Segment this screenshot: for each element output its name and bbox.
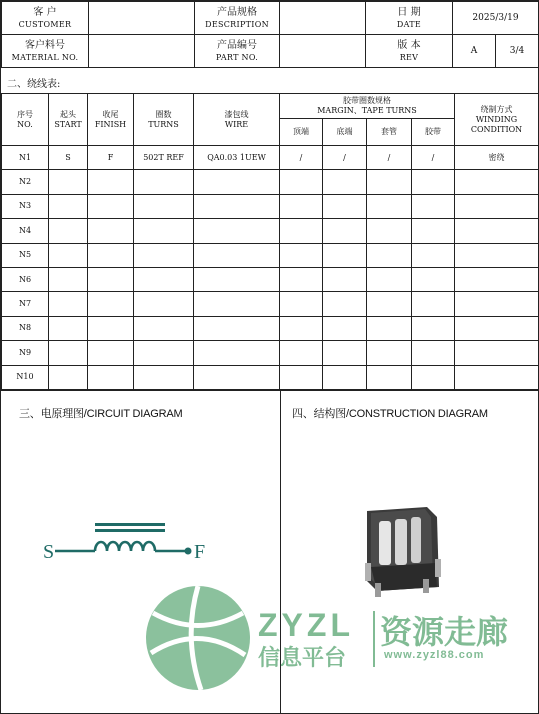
cell-turns xyxy=(134,194,194,218)
cell-winding xyxy=(455,194,539,218)
cell-bottom xyxy=(323,365,367,389)
cell-tape xyxy=(412,292,455,316)
cell-seq: N10 xyxy=(2,365,49,389)
cell-finish xyxy=(88,219,134,243)
cell-tape xyxy=(412,219,455,243)
cell-wire xyxy=(194,219,280,243)
cell-top xyxy=(280,316,323,340)
table-row xyxy=(2,170,539,194)
cell-winding xyxy=(455,243,539,267)
watermark-logo xyxy=(143,583,253,693)
cell-turns xyxy=(134,292,194,316)
cell-winding xyxy=(455,267,539,291)
cell-tape xyxy=(412,170,455,194)
cell-start xyxy=(49,170,88,194)
col-start-header: 起头 START xyxy=(49,94,88,146)
watermark-url: www.zyzl88.com xyxy=(384,649,485,661)
cell-wire xyxy=(194,316,280,340)
circuit-diagram xyxy=(43,519,223,579)
table-row xyxy=(2,365,539,389)
circuit-diagram-title: 三、电原理图/CIRCUIT DIAGRAM xyxy=(19,408,183,420)
cell-finish: F xyxy=(88,146,134,170)
cell-turns xyxy=(134,267,194,291)
cell-winding xyxy=(455,170,539,194)
cell-finish xyxy=(88,243,134,267)
cell-winding xyxy=(455,292,539,316)
cell-top xyxy=(280,365,323,389)
partno-value xyxy=(280,35,366,68)
finish-label: F xyxy=(194,541,206,563)
rev-page-cell xyxy=(453,35,539,68)
col-margin-header: 胶带圈数规格 MARGIN、TAPE TURNS xyxy=(280,94,455,119)
cell-top xyxy=(280,219,323,243)
cell-sleeve xyxy=(367,267,412,291)
cell-seq: N5 xyxy=(2,243,49,267)
date-value: 2025/3/19 xyxy=(453,2,539,35)
cell-start xyxy=(49,267,88,291)
table-row xyxy=(2,194,539,218)
cell-tape xyxy=(412,316,455,340)
table-row xyxy=(2,267,539,291)
cell-bottom xyxy=(323,267,367,291)
cell-tape xyxy=(412,267,455,291)
material-value xyxy=(89,35,195,68)
col-top-header: 顶端 xyxy=(280,119,323,146)
cell-winding xyxy=(455,365,539,389)
cell-seq: N9 xyxy=(2,341,49,365)
cell-bottom xyxy=(323,219,367,243)
winding-section-title: 二、绕线表: xyxy=(7,79,61,90)
cell-seq: N7 xyxy=(2,292,49,316)
col-finish-header: 收尾 FINISH xyxy=(88,94,134,146)
construction-diagram-title: 四、结构图/CONSTRUCTION DIAGRAM xyxy=(292,408,488,420)
cell-turns xyxy=(134,365,194,389)
cell-wire xyxy=(194,341,280,365)
table-row xyxy=(2,146,539,170)
cell-turns xyxy=(134,243,194,267)
header-table xyxy=(1,1,539,68)
col-tape-header: 胶带 xyxy=(412,119,455,146)
cell-start xyxy=(49,365,88,389)
cell-sleeve: / xyxy=(367,146,412,170)
cell-top xyxy=(280,267,323,291)
cell-top xyxy=(280,292,323,316)
cell-sleeve xyxy=(367,341,412,365)
terminal-dot-finish xyxy=(185,548,192,555)
table-row xyxy=(2,243,539,267)
cell-sleeve xyxy=(367,292,412,316)
cell-bottom xyxy=(323,292,367,316)
cell-seq: N1 xyxy=(2,146,49,170)
cell-bottom xyxy=(323,170,367,194)
cell-top xyxy=(280,170,323,194)
cell-sleeve xyxy=(367,170,412,194)
page-value: 3/4 xyxy=(509,46,525,56)
core-line-bottom xyxy=(95,529,165,532)
cell-bottom xyxy=(323,194,367,218)
col-turns-header: 圈数 TURNS xyxy=(134,94,194,146)
date-label: 日 期 DATE xyxy=(366,2,453,35)
cell-top xyxy=(280,194,323,218)
cell-bottom xyxy=(323,341,367,365)
customer-label: 客 户 CUSTOMER xyxy=(2,2,89,35)
table-row xyxy=(2,219,539,243)
partno-label: 产品编号 PART NO. xyxy=(195,35,280,68)
cell-seq: N2 xyxy=(2,170,49,194)
table-row xyxy=(2,316,539,340)
cell-start xyxy=(49,341,88,365)
watermark-brand-cn-left: 信息平台 xyxy=(258,646,347,671)
cell-winding xyxy=(455,316,539,340)
component-image xyxy=(357,503,447,613)
cell-finish xyxy=(88,267,134,291)
cell-sleeve xyxy=(367,194,412,218)
cell-wire xyxy=(194,194,280,218)
customer-value xyxy=(89,2,195,35)
cell-turns xyxy=(134,219,194,243)
col-winding-header: 绕制方式 WINDING CONDITION xyxy=(455,94,539,146)
watermark-brand-latin: ZYZL xyxy=(258,607,354,643)
material-label: 客户料号 MATERIAL NO. xyxy=(2,35,89,68)
col-seq-header: 序号 NO. xyxy=(2,94,49,146)
cell-finish xyxy=(88,292,134,316)
cell-start: S xyxy=(49,146,88,170)
cell-sleeve xyxy=(367,316,412,340)
table-row xyxy=(2,341,539,365)
cell-tape xyxy=(412,194,455,218)
cell-start xyxy=(49,243,88,267)
cell-seq: N4 xyxy=(2,219,49,243)
cell-wire xyxy=(194,243,280,267)
cell-seq: N8 xyxy=(2,316,49,340)
cell-winding xyxy=(455,219,539,243)
cell-turns xyxy=(134,341,194,365)
cell-tape xyxy=(412,243,455,267)
cell-sleeve xyxy=(367,243,412,267)
col-bottom-header: 底端 xyxy=(323,119,367,146)
watermark-brand xyxy=(258,605,528,675)
start-label: S xyxy=(43,541,55,563)
cell-finish xyxy=(88,316,134,340)
winding-table xyxy=(1,93,539,390)
description-label: 产品规格 DESCRIPTION xyxy=(195,2,280,35)
cell-wire xyxy=(194,292,280,316)
watermark-brand-cn-right: 资源走廊 xyxy=(380,613,509,651)
cell-tape xyxy=(412,365,455,389)
cell-bottom xyxy=(323,243,367,267)
core-line-top xyxy=(95,523,165,526)
cell-tape: / xyxy=(412,146,455,170)
cell-wire xyxy=(194,365,280,389)
cell-sleeve xyxy=(367,219,412,243)
cell-winding xyxy=(455,341,539,365)
cell-wire xyxy=(194,170,280,194)
cell-finish xyxy=(88,341,134,365)
col-wire-header: 漆包线 WIRE xyxy=(194,94,280,146)
coil-winding xyxy=(95,542,155,551)
cell-start xyxy=(49,194,88,218)
cell-wire xyxy=(194,267,280,291)
rev-label: 版 本 REV xyxy=(366,35,453,68)
cell-turns xyxy=(134,316,194,340)
cell-finish xyxy=(88,170,134,194)
rev-value: A xyxy=(453,35,496,67)
table-row xyxy=(2,292,539,316)
cell-start xyxy=(49,316,88,340)
cell-wire: QA0.03 1UEW xyxy=(194,146,280,170)
cell-tape xyxy=(412,341,455,365)
cell-top xyxy=(280,243,323,267)
cell-finish xyxy=(88,194,134,218)
cell-bottom: / xyxy=(323,146,367,170)
section-divider xyxy=(1,390,538,391)
cell-bottom xyxy=(323,316,367,340)
cell-winding: 密绕 xyxy=(455,146,539,170)
cell-start xyxy=(49,219,88,243)
cell-seq: N6 xyxy=(2,267,49,291)
cell-turns xyxy=(134,170,194,194)
cell-top: / xyxy=(280,146,323,170)
cell-top xyxy=(280,341,323,365)
cell-finish xyxy=(88,365,134,389)
col-sleeve-header: 套管 xyxy=(367,119,412,146)
cell-seq: N3 xyxy=(2,194,49,218)
cell-start xyxy=(49,292,88,316)
watermark-separator xyxy=(373,611,375,667)
description-value xyxy=(280,2,366,35)
cell-sleeve xyxy=(367,365,412,389)
cell-turns: 502T REF xyxy=(134,146,194,170)
